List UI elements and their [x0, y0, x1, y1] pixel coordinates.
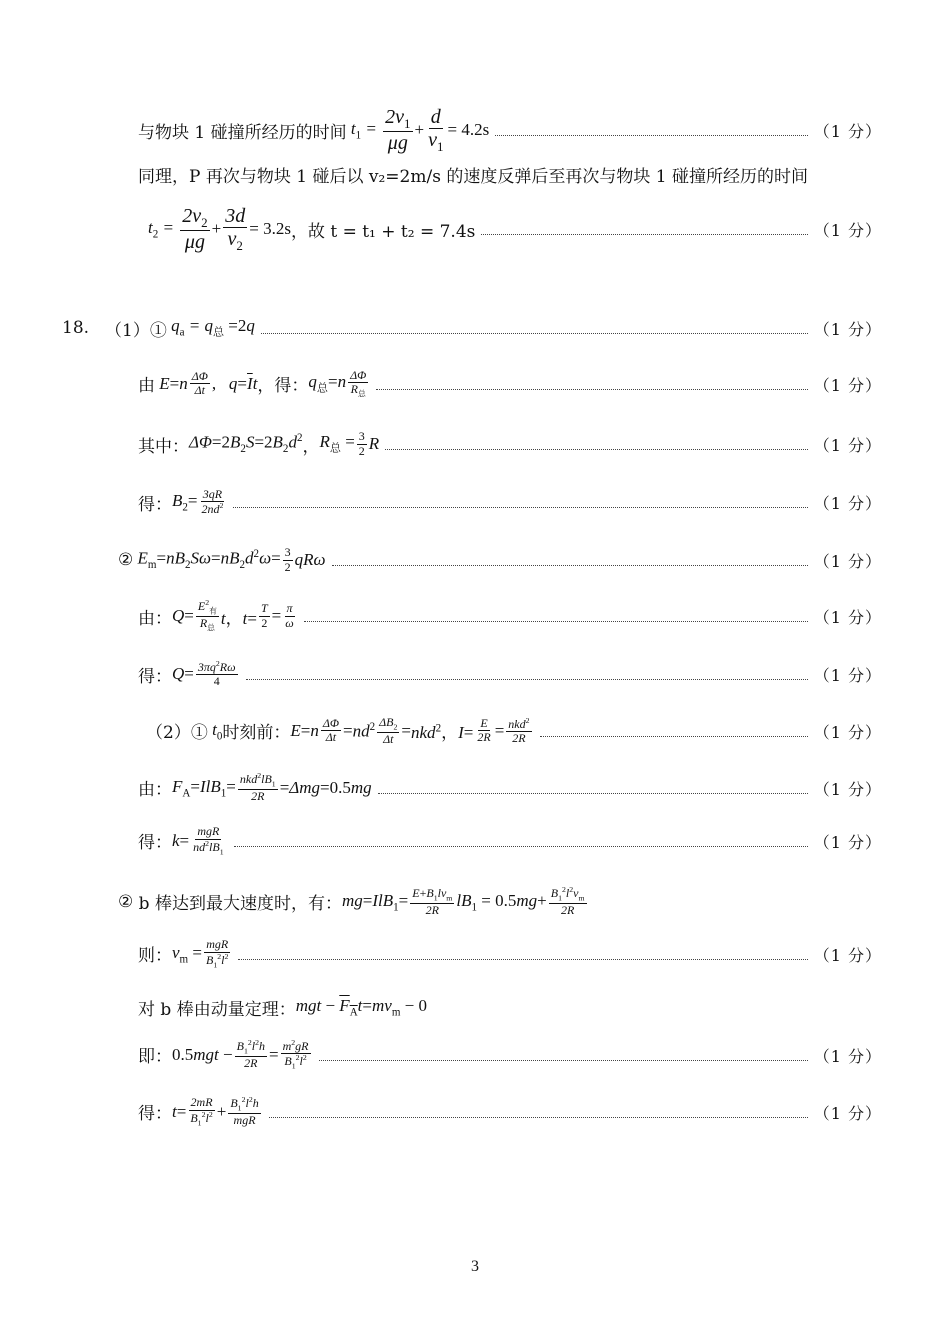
- score-label: （1 分）: [813, 945, 882, 965]
- fraction: $\frac{B_1^2l^2h}{2R}$: [236, 1038, 265, 1071]
- score-label: （1 分）: [813, 665, 882, 685]
- get-label: 得：: [138, 1104, 172, 1125]
- by-label: 由: [138, 376, 155, 397]
- fraction: $\frac{m^2gR}{B_1^2l^2}$: [282, 1037, 309, 1071]
- score-label: （1 分）: [813, 1046, 882, 1066]
- dotted-leader: [238, 959, 807, 960]
- fraction: $\frac{E}{2R}$: [477, 716, 491, 745]
- score-label: （1 分）: [813, 779, 882, 799]
- score-label: （1 分）: [813, 375, 882, 395]
- dotted-leader: [378, 793, 808, 794]
- momentum-text: 对 b 棒由动量定理：: [138, 999, 296, 1020]
- dotted-leader: [234, 846, 808, 847]
- q18-part2-line6: 对 b 棒由动量定理： mgt − $F_At=mv_m - 0$: [138, 995, 428, 1020]
- fraction: $\frac{nkd^2}{2R}$: [508, 715, 530, 745]
- q18-part1-line4: 得： $B_2=$ $\frac{3qR}{2nd^2}$ （1 分）: [138, 486, 882, 516]
- get-label: 得：: [138, 833, 172, 854]
- q18-part1-line7: 得： Q= $\frac{3\pi q^2R\omega}{4}$ （1 分）: [138, 658, 882, 688]
- page-number: 3: [471, 1258, 479, 1275]
- t1-description: 与物块 1 碰撞所经历的时间: [138, 122, 347, 143]
- circle-two: ②: [118, 891, 134, 912]
- fraction: $\frac{3qR}{2nd^2}$: [201, 486, 224, 516]
- fraction: $\frac{E^2_有}{R_总}$: [197, 598, 217, 633]
- dotted-leader: [233, 507, 807, 508]
- score-label: （1 分）: [813, 121, 882, 141]
- solution-line-t1: 与物块 1 碰撞所经历的时间 $t_1$ = $\frac{2v_1}{\mu g}$ + $\frac{d}{v_1}$ = 4.2s （1 分）: [138, 105, 882, 155]
- q18-part2-line2: 由： $F_A=IlB_1=$ $\frac{nkd^2lB_1}{2R}$ = Δmg=0.5mg （1 分）: [138, 771, 882, 804]
- fraction: $\frac{2v_2}{\mu g}$: [182, 204, 208, 254]
- fraction: $\frac{3}{2}$: [284, 545, 291, 574]
- q18-part2-line4: ② b 棒达到最大速度时，有： mg=IlB$_1$= $\frac{E+B_1lv_m}{2R}$ $lB_1 = 0.5mg+$ $\frac{B_1^2l^2v_m}{2R}$: [118, 885, 585, 918]
- score-label: （1 分）: [813, 551, 882, 571]
- score-label: （1 分）: [813, 319, 882, 339]
- ie-label: 即：: [138, 1047, 172, 1068]
- score-label: （1 分）: [813, 493, 882, 513]
- dotted-leader: [540, 736, 808, 737]
- dotted-leader: [246, 679, 808, 680]
- q18-part1-line5: ② $E_m=nB_2S\omega=nB_2d^2\omega=$ $\frac{3}{2}$ qRω （1 分）: [118, 545, 882, 574]
- fraction: $\frac{d}{v_1}$: [428, 105, 444, 154]
- q18-part1-line1: （1）① $q_a = q_总 =2q$ （1 分）: [105, 316, 882, 341]
- get-label: 得：: [138, 494, 172, 515]
- score-label: （1 分）: [813, 435, 882, 455]
- t0-text: 时刻前：: [222, 723, 291, 744]
- fraction: $\frac{\text{mgR}}{nd^2lB_1}$: [193, 824, 224, 856]
- t1-result: = 4.2s: [447, 120, 490, 139]
- q18-part2-line1: （2）① $t_0$ 时刻前： E=n $\frac{\Delta\Phi}{\Delta t}$ = $nd^2$ $\frac{\Delta B_2}{\Delta t}$ = nkd$^2$，I= $\frac{E}{2R}$ = $\frac{nkd^2}{2R}$ （1 分）: [146, 714, 882, 746]
- t-conclusion: ，故 t = t₁ + t₂ = 7.4s: [290, 221, 476, 242]
- q18-part2-line3: 得： k= $\frac{\text{mgR}}{nd^2lB_1}$ （1 分）: [138, 824, 882, 856]
- dotted-leader: [332, 565, 808, 566]
- fraction: $\frac{E+B_1lv_m}{2R}$: [412, 885, 453, 917]
- circle-two: ②: [118, 550, 134, 570]
- fraction: $\frac{T}{2}$: [260, 601, 268, 630]
- by2-label: 由：: [138, 608, 172, 629]
- score-label: （1 分）: [813, 722, 882, 742]
- dotted-leader: [304, 621, 808, 622]
- fraction: $\frac{\Delta B_2}{\Delta t}$: [379, 714, 398, 746]
- dotted-leader: [385, 449, 808, 450]
- fraction: $\frac{nkd^2lB_1}{2R}$: [239, 771, 276, 804]
- fraction: $\frac{\Delta\Phi}{R_总}$: [350, 367, 367, 399]
- fraction: $\frac{B_1^2l^2h}{\text{mgR}}$: [230, 1095, 259, 1128]
- dotted-leader: [261, 333, 808, 334]
- part1-label: （1）①: [105, 320, 167, 341]
- then-label: 则：: [138, 946, 172, 967]
- q18-part2-line8: 得： t= $\frac{2mR}{B_1^2l^2}$ + $\frac{B_1^2l^2h}{\text{mgR}}$ （1 分）: [138, 1095, 882, 1128]
- fraction: $\frac{\Delta\Phi}{\Delta t}$: [191, 369, 208, 398]
- dotted-leader: [269, 1117, 808, 1118]
- question-number: 18.: [62, 318, 90, 338]
- q18-part1-line2: 由 E=n $\frac{\Delta\Phi}{\Delta t}$ , $q=\overline{I}t$ ，得： $q_总=n$ $\frac{\Delta\Phi}{R_总}$ （1 分）: [138, 367, 882, 399]
- fraction: $\frac{3}{2}$: [358, 429, 365, 458]
- score-label: （1 分）: [813, 832, 882, 852]
- score-label: （1 分）: [813, 1103, 882, 1123]
- fraction: $\frac{\pi}{\omega}$: [285, 601, 294, 630]
- dotted-leader: [481, 234, 807, 235]
- fraction: $\frac{\Delta\Phi}{\Delta t}$: [322, 716, 340, 745]
- where-label: 其中：: [138, 436, 189, 457]
- q18-part2-line5: 则： $v_m$ = $\frac{\text{mgR}}{B_1^2l^2}$ （1 分）: [138, 937, 882, 969]
- dotted-leader: [495, 135, 808, 136]
- fraction: $\frac{2mR}{B_1^2l^2}$: [190, 1095, 213, 1127]
- by2-label: 由：: [138, 780, 172, 801]
- dotted-leader: [376, 389, 807, 390]
- dotted-leader: [319, 1060, 808, 1061]
- score-label: （1 分）: [813, 220, 882, 240]
- solution-line-t2: $t_2$ = $\frac{2v_2}{\mu g}$ + $\frac{3d}{v_2}$ = 3.2s ，故 t = t₁ + t₂ = 7.4s （1 分）: [148, 204, 882, 254]
- fraction: $\frac{2v_1}{\mu g}$: [385, 105, 411, 155]
- same-logic-text: 同理，P 再次与物块 1 碰后以 v₂=2m/s 的速度反弹后至再次与物块 1 碰撞所经历的时间: [138, 166, 808, 187]
- part2-label: （2）①: [146, 723, 208, 744]
- score-label: （1 分）: [813, 607, 882, 627]
- get-label: 得：: [138, 666, 172, 687]
- t2-result: = 3.2s: [249, 219, 291, 238]
- q18-part2-line7: 即： 0.5mgt − $\frac{B_1^2l^2h}{2R}$ = $\frac{m^2gR}{B_1^2l^2}$ （1 分）: [138, 1037, 882, 1071]
- fraction: $\frac{3\pi q^2R\omega}{4}$: [197, 658, 236, 688]
- b-max-text: b 棒达到最大速度时，有：: [138, 894, 342, 915]
- fraction: $\frac{\text{mgR}}{B_1^2l^2}$: [205, 937, 229, 969]
- fraction: $\frac{B_1^2l^2v_m}{2R}$: [550, 885, 585, 918]
- fraction: $\frac{3d}{v_2}$: [225, 204, 246, 253]
- q18-part1-line3: 其中： $\Delta\Phi=2B_2S=2B_2d^2$ ， $R_总$ = $\frac{3}{2}$ R （1 分）: [138, 429, 882, 458]
- solution-line-same-logic: [138, 150, 808, 198]
- q18-part1-line6: 由： Q= $\frac{E^2_有}{R_总}$ t，t= $\frac{T}{2}$ = $\frac{\pi}{\omega}$ （1 分）: [138, 598, 882, 633]
